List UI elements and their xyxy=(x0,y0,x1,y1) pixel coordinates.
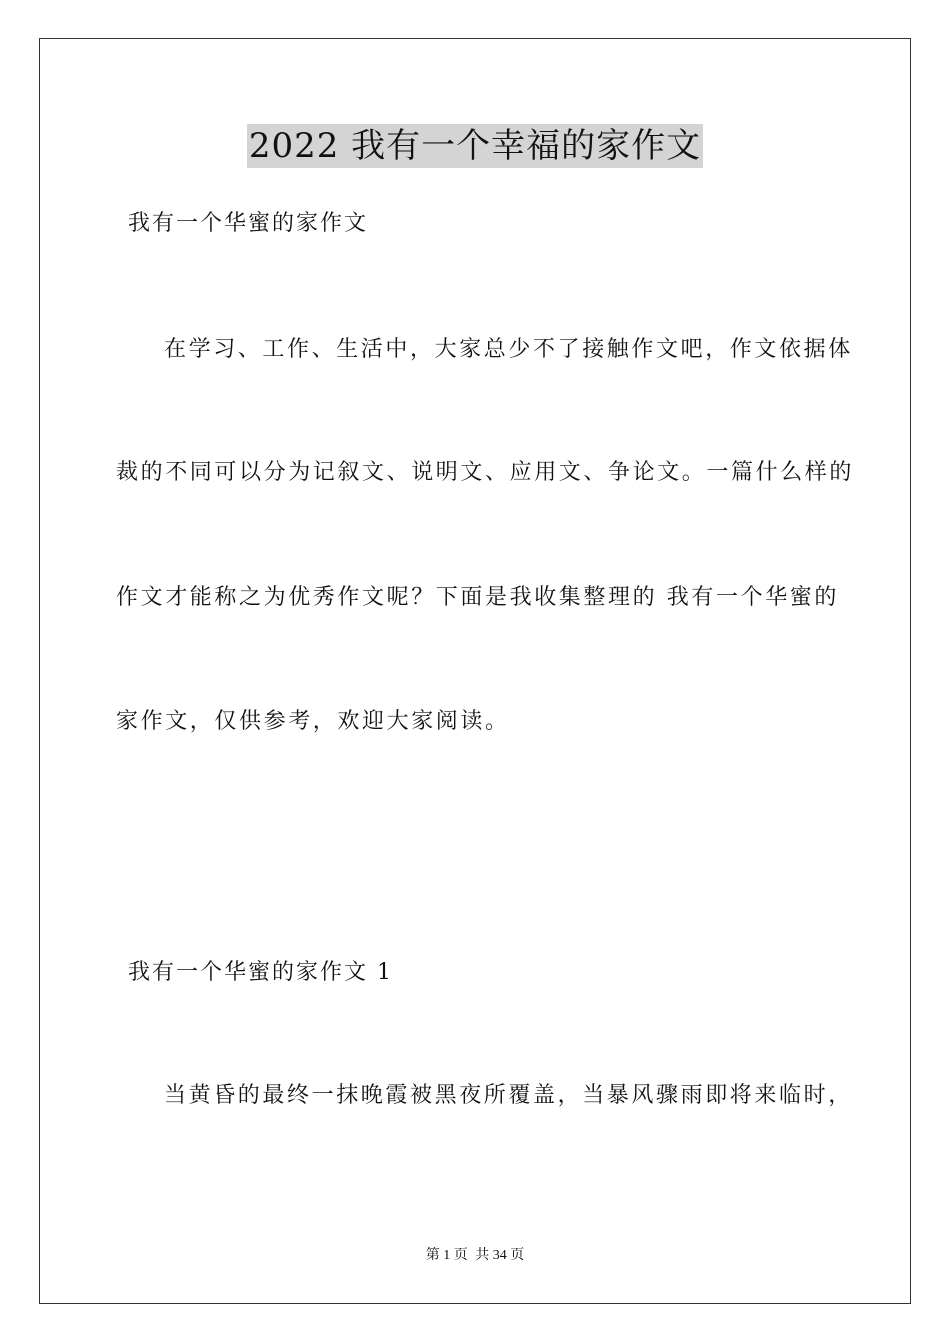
page-total: 共 34 页 xyxy=(475,1248,525,1263)
document-title: 2022 我有一个幸福的家作文 xyxy=(248,126,702,166)
section-heading: 我有一个华蜜的家作文 1 xyxy=(128,960,393,985)
page-number: 第 1 页 xyxy=(425,1248,468,1263)
section-line-1: 当黄昏的最终一抹晚霞被黑夜所覆盖，当暴风骤雨即将来临时， xyxy=(164,1083,853,1108)
intro-line-1: 在学习、工作、生活中，大家总少不了接触作文吧，作文依据体 xyxy=(164,337,853,362)
intro-line-4: 家作文，仅供参考，欢迎大家阅读。 xyxy=(116,709,510,734)
intro-line-2: 裁的不同可以分为记叙文、说明文、应用文、争论文。一篇什么样的 xyxy=(116,460,855,485)
intro-line-3: 作文才能称之为优秀作文呢？下面是我收集整理的 我有一个华蜜的 xyxy=(116,585,839,610)
page-footer xyxy=(0,1246,950,1266)
document-subtitle: 我有一个华蜜的家作文 xyxy=(128,211,369,236)
title-container xyxy=(0,124,950,168)
